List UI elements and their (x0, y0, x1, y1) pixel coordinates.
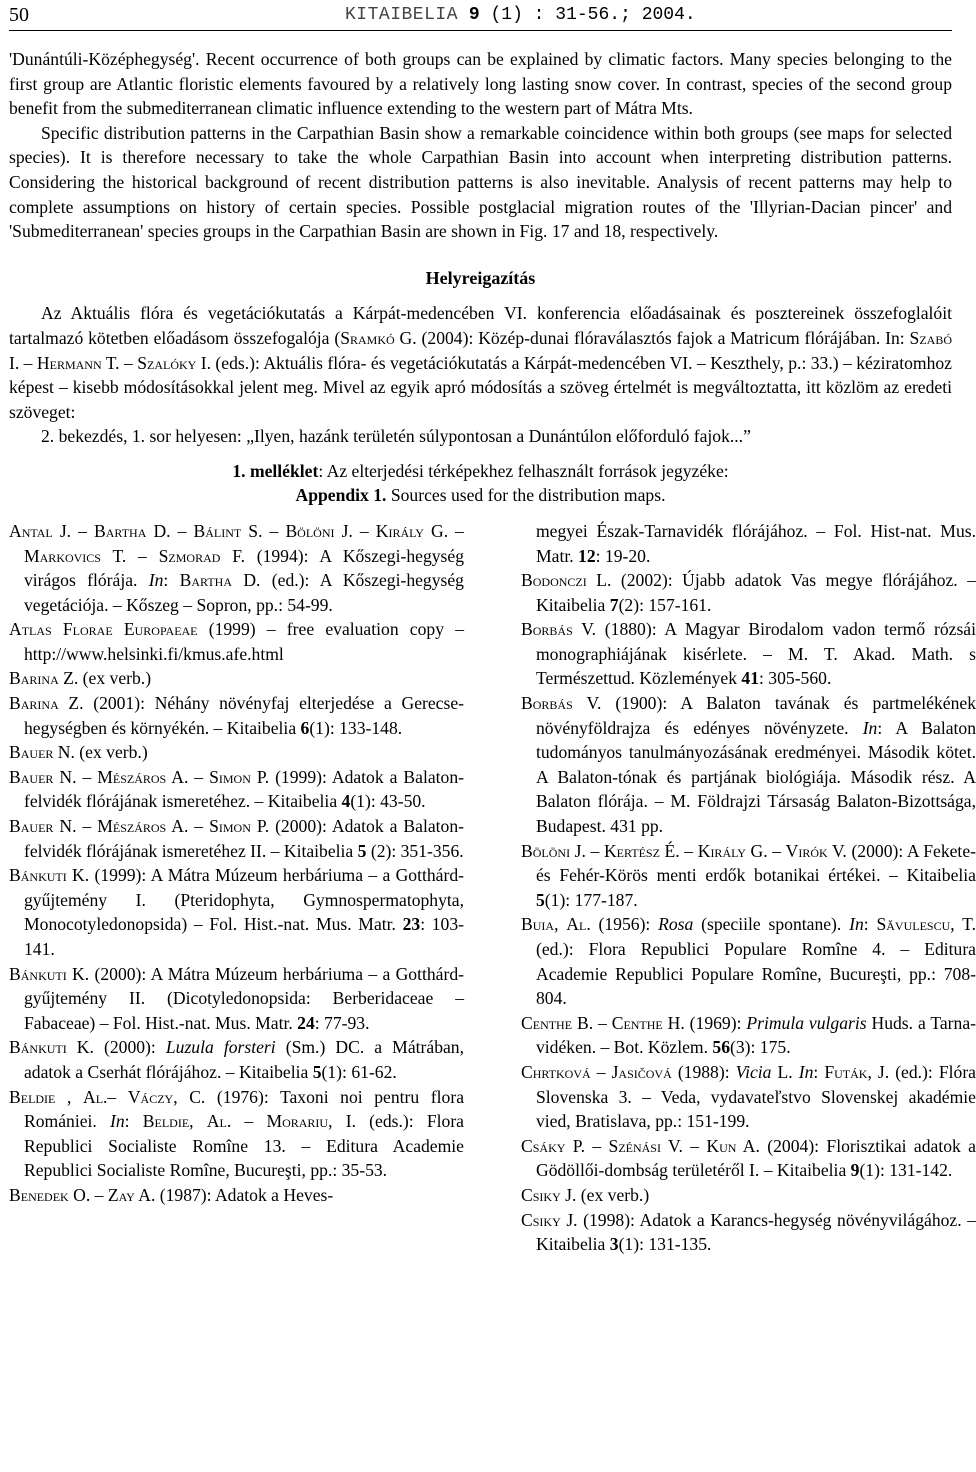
page (9, 0, 976, 1255)
left-reference-3: Barina Z. (ex verb.) (9, 668, 152, 689)
correction-text-d: T. – (101, 352, 138, 373)
correction-text-a: Az Aktuális flóra és vegetációkutatás a Kárpát-medencében VI. konferencia előadásainak és posztereinek összefoglalóit tartalmazó kötetben előadásom összefogalója ( (9, 303, 952, 348)
left-reference-2: Atlas Florae Europaeae (1999) – free evaluation copy – http://www.helsinki.fi/kmus.afe.html (9, 619, 464, 664)
left-reference-4: Barina Z. (2001): Néhány növényfaj elterjedése a Gerecse-hegységben és környékén. – Kitaibelia 6(1): 133-148. (9, 693, 464, 738)
right-reference-7: Centhe B. – Centhe H. (1969): Primula vulgaris Huds. a Tarna-vidéken. – Bot. Közlem. 56(3): 175. (521, 1012, 976, 1058)
right-reference-10: Csiky J. (ex verb.) (521, 1184, 650, 1205)
appendix-title (9, 459, 952, 507)
journal-name: KITAIBELIA (345, 5, 459, 25)
journal-citation (345, 0, 696, 30)
correction-editor: Szabó (909, 327, 952, 348)
correction-text-c: I. – (9, 352, 37, 373)
appendix-caption-hu: : Az elterjedési térképekhez felhasznált források jegyzéke: (318, 460, 729, 481)
appendix-label-en: Appendix 1. (295, 484, 387, 505)
left-reference-1: Antal J. – Bartha D. – Bálint S. – Bölöni J. – Király G. – Markovics T. – Szmorad F. (1994): A Kőszegi-hegység virágos flórája. In: Bartha D. (ed.): A Kőszegi-hegység vegetációja. – Kőszeg – Sopron, pp.: 54-99. (9, 520, 464, 615)
left-reference-11: Beldie , Al.– Váczy, C. (1976): Taxoni noi pentru flora Romániei. In: Beldie, Al. – Morariu, I. (eds.): Flora Republici Socialiste Romîne 13. – Editura Academie Republici Socialiste Romîne, Bucureşti, pp.: 35-53. (9, 1086, 465, 1181)
appendix-title-hu (9, 459, 952, 483)
appendix-label-hu: 1. melléklet (232, 460, 319, 481)
appendix-title-en (9, 483, 952, 507)
correction-editor: Szalóky (137, 352, 197, 373)
right-reference-6: Buia, Al. (1956): Rosa (speciile spontane). In: Săvulescu, T. (ed.): Flora Republici Populare Romîne 4. – Editura Academie Republici Populare Romîne, Bucureşti, pp.: 708-804. (521, 914, 976, 1009)
correction-text (9, 301, 952, 424)
right-reference-4: Borbás V. (1900): A Balaton tavának és partmelékének növényföldrajza és edényes növényzete. In: A Balaton tudományos tanulmányozásának eredményei. Második kötet. A Balaton-tónak és partjának biológiája. Második rész. A Balaton flórája. – M. Földrajzi Társaság Balaton-Bizottsága, Budapest. 431 pp. (521, 693, 976, 837)
right-reference-11: Csiky J. (1998): Adatok a Karancs-hegység növényvilágához. – Kitaibelia 3(1): 131-135. (521, 1209, 976, 1255)
right-reference-9: Csáky P. – Szénási V. – Kun A. (2004): Florisztikai adatok a Gödöllői-dombság területéről I. – Kitaibelia 9(1): 131-142. (521, 1135, 976, 1181)
reference-column-left (9, 519, 464, 1208)
left-reference-10: Bánkuti K. (2000): Luzula forsteri (Sm.) DC. a Mátrában, adatok a Cserhát flórájához. – Kitaibelia 5(1): 61-62. (9, 1037, 464, 1082)
correction-text-e: I. (eds.): Aktuális flóra- és vegetációkutatás a Kárpát-medencében VI. – Keszthely, p.: 33.) – kéziratomhoz képest – kisebb módosításokkal jelent meg. Mivel az egyik apró módosítás a szöveg értelmét is megváltoztatta, itt közlöm az eredeti szöveget: (9, 352, 952, 422)
correction-author: Sramkó (340, 327, 395, 348)
paragraph-2: Specific distribution patterns in the Carpathian Basin show a remarkable coincidence within both groups (see maps for selected species). It is therefore necessary to take the whole Carpathian Basin into account when interpreting distribution patterns. Considering the historical background of recent distribution patterns is also inevitable. Analysis of recent patterns may help to complete assumptions on history of certain species. Possible postglacial migration routes of the 'Illyrian-Dacian pincer' and 'Submediterranean' species groups in the Carpathian Basin are shown in Fig. 17 and 18, respectively. (9, 122, 952, 242)
journal-volume: 9 (468, 5, 480, 25)
correction-heading: Helyreigazítás (425, 267, 536, 288)
right-reference-8: Chrtková – Jasičová (1988): Vicia L. In: Futák, J. (ed.): Flóra Slovenska 3. – Veda, vydavateľstvo Slovenskej akadémie vied, Bratislava, pp.: 151-199. (521, 1061, 976, 1132)
right-reference-2: Bodonczi L. (2002): Újabb adatok Vas megye flórájához. – Kitaibelia 7(2): 157-161. (521, 570, 976, 615)
right-reference-5: Bölöni J. – Kertész É. – Király G. – Virók V. (2000): A Fekete- és Fehér-Körös menti erdők botanikai értékei. – Kitaibelia 5(1): 177-187. (521, 840, 976, 910)
paragraph-1: 'Dunántúli-Középhegység'. Recent occurrence of both groups can be explained by climatic factors. Many species belonging to the first group are Atlantic floristic elements favoured by a relatively long lasting snow cover. In contrast, species of the second group benefit from the submediterranean climatic influence extending to the western part of Mátra Mts. (9, 49, 952, 119)
right-reference-3: Borbás V. (1880): A Magyar Birodalom vadon termő rózsái monographiájának kisérlete. – M. T. Akad. Math. s Természettud. Közlemények 41: 305-560. (521, 619, 976, 689)
left-reference-9: Bánkuti K. (2000): A Mátra Múzeum herbáriuma – a Gotthárd-gyűjtemény II. (Dicotyledonopsida: Berberidaceae – Fabaceae) – Fol. Hist.-nat. Mus. Matr. 24: 77-93. (9, 963, 464, 1033)
left-reference-5: Bauer N. (ex verb.) (9, 742, 148, 763)
left-reference-12: Benedek O. – Zay A. (1987): Adatok a Heves- (9, 1184, 334, 1205)
reference-column-right (521, 519, 976, 1257)
left-reference-8: Bánkuti K. (1999): A Mátra Múzeum herbáriuma – a Gotthárd-gyűjtemény I. (Pteridophyta, Gymnospermatophyta, Monocotyledonopsida) – Fol. Hist.-nat. Mus. Matr. 23: 103-141. (9, 865, 464, 959)
article-body (9, 47, 976, 1255)
correction-text-b: G. (2004): Közép-dunai flóraválasztós fajok a Matricum flórájában. In: (394, 327, 910, 348)
right-reference-1: megyei Észak-Tarnavidék flórájához. – Fol. Hist-nat. Mus. Matr. 12: 19-20. (536, 520, 976, 566)
journal-issue: (1) : 31-56.; 2004. (490, 5, 696, 25)
left-reference-7: Bauer N. – Mészáros A. – Simon P. (2000): Adatok a Balaton-felvidék flórájának ismeretéhez II. – Kitaibelia 5 (2): 351-356. (9, 816, 464, 861)
appendix-caption-en: Sources used for the distribution maps. (386, 484, 666, 505)
page-number: 50 (9, 4, 29, 26)
running-header (9, 0, 952, 31)
correction-quote: 2. bekezdés, 1. sor helyesen: „Ilyen, hazánk területén súlypontosan a Dunántúlon előforduló fajok...” (41, 426, 751, 447)
left-reference-6: Bauer N. – Mészáros A. – Simon P. (1999): Adatok a Balaton-felvidék flórájának ismeretéhez. – Kitaibelia 4(1): 43-50. (9, 766, 464, 812)
correction-editor: Hermann (36, 352, 102, 373)
